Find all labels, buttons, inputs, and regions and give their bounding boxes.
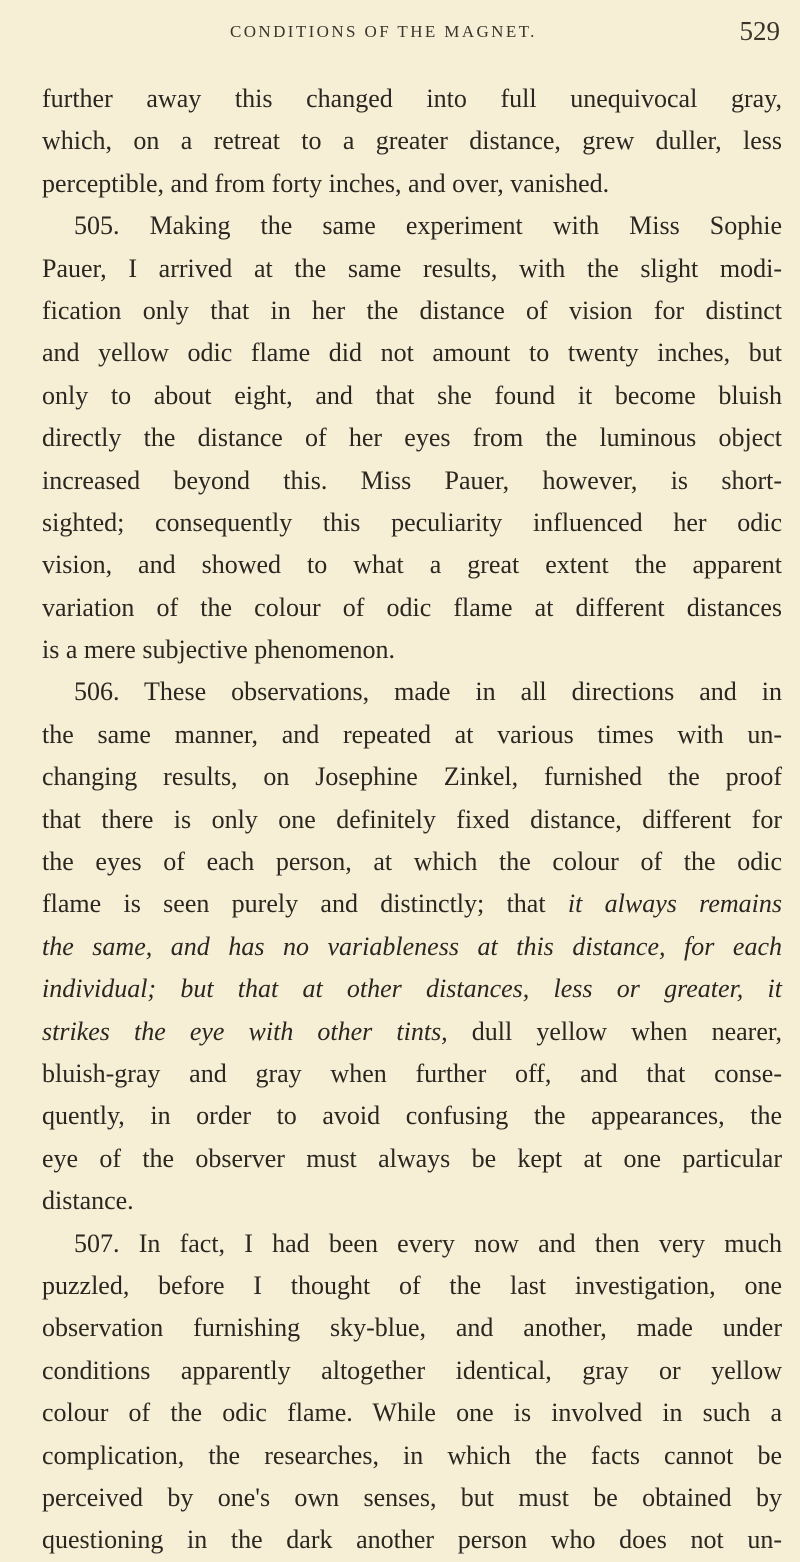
text-line [42, 926, 782, 968]
running-head [40, 14, 780, 54]
italic-text: the same, and has no variableness at this distance, for each [42, 931, 782, 961]
line-text: conditions apparently altogether identical, gray or yellow [42, 1355, 782, 1385]
line-text: sighted; consequently this peculiarity influenced her odic [42, 507, 782, 537]
text-line [42, 205, 782, 247]
line-text: puzzled, before I thought of the last investigation, one [42, 1270, 782, 1300]
line-text: 507. In fact, I had been every now and then very much [74, 1228, 782, 1258]
line-text: observation furnishing sky-blue, and another, made under [42, 1313, 782, 1343]
line-text: dull yellow when nearer, [447, 1016, 782, 1046]
text-line [42, 417, 782, 459]
line-text: perceptible, and from forty inches, and over, vanished. [42, 168, 610, 198]
line-text: 506. These observations, made in all directions and in [74, 677, 782, 707]
line-text: directly the distance of her eyes from the luminous object [42, 423, 782, 453]
text-line [42, 1392, 782, 1434]
line-text: is a mere subjective phenomenon. [42, 635, 396, 665]
text-line [42, 1435, 782, 1477]
text-line [42, 375, 782, 417]
line-text: that there is only one definitely fixed distance, different for [42, 804, 782, 834]
line-text: variation of the colour of odic flame at different distances [42, 592, 782, 622]
italic-text: individual; but that at other distances, less or greater, it [42, 974, 782, 1004]
text-line [42, 1477, 782, 1519]
line-text: 505. Making the same experiment with Miss Sophie [74, 211, 782, 241]
line-text: increased beyond this. Miss Pauer, however, is short- [42, 465, 782, 495]
text-line [42, 1223, 782, 1265]
line-text: vision, and showed to what a great extent the apparent [42, 550, 782, 580]
line-text: eye of the observer must always be kept at one particular [42, 1143, 782, 1173]
line-text: perceived by one's own senses, but must be obtained by [42, 1482, 782, 1512]
text-line [42, 1265, 782, 1307]
text-line [42, 968, 782, 1010]
page-number: 529 [739, 16, 780, 46]
text-line [42, 1519, 782, 1561]
line-text: quently, in order to avoid confusing the appearances, the [42, 1101, 782, 1131]
text-line [42, 587, 782, 629]
text-line [42, 841, 782, 883]
body-text [42, 78, 782, 1562]
text-line [42, 1180, 782, 1222]
text-line [42, 671, 782, 713]
line-text: and yellow odic flame did not amount to twenty inches, but [42, 338, 782, 368]
line-text: the eyes of each person, at which the colour of the odic [42, 847, 782, 877]
text-line [42, 1095, 782, 1137]
line-text: which, on a retreat to a greater distance, grew duller, less [42, 126, 782, 156]
line-text: bluish-gray and gray when further off, and that conse- [42, 1058, 782, 1088]
line-text: Pauer, I arrived at the same results, with the slight modi- [42, 253, 782, 283]
text-line [42, 1138, 782, 1180]
italic-text: strikes the eye with other tints, [42, 1016, 448, 1046]
text-line [42, 332, 782, 374]
line-text: the same manner, and repeated at various times with un- [42, 719, 782, 749]
line-text: questioning in the dark another person who does not un- [42, 1525, 782, 1555]
line-text: colour of the odic flame. While one is involved in such a [42, 1398, 782, 1428]
text-line [42, 1350, 782, 1392]
line-text: flame is seen purely and distinctly; that [42, 889, 568, 919]
text-line [42, 714, 782, 756]
text-line [42, 163, 782, 205]
text-line [42, 502, 782, 544]
text-line [42, 883, 782, 925]
text-line [42, 290, 782, 332]
text-line [42, 248, 782, 290]
line-text: only to about eight, and that she found it become bluish [42, 380, 782, 410]
text-line [42, 120, 782, 162]
text-line [42, 544, 782, 586]
text-line [42, 1053, 782, 1095]
line-text: changing results, on Josephine Zinkel, furnished the proof [42, 762, 782, 792]
running-title: CONDITIONS OF THE MAGNET. [230, 22, 537, 41]
text-line [42, 799, 782, 841]
text-line [42, 629, 782, 671]
text-line [42, 78, 782, 120]
italic-text: it always remains [567, 889, 782, 919]
text-line [42, 460, 782, 502]
line-text: distance. [42, 1186, 134, 1216]
line-text: further away this changed into full unequivocal gray, [42, 84, 782, 113]
text-line [42, 1307, 782, 1349]
line-text: fication only that in her the distance of vision for distinct [42, 295, 782, 325]
text-line [42, 756, 782, 798]
text-line [42, 1011, 782, 1053]
line-text: complication, the researches, in which the facts cannot be [42, 1440, 782, 1470]
